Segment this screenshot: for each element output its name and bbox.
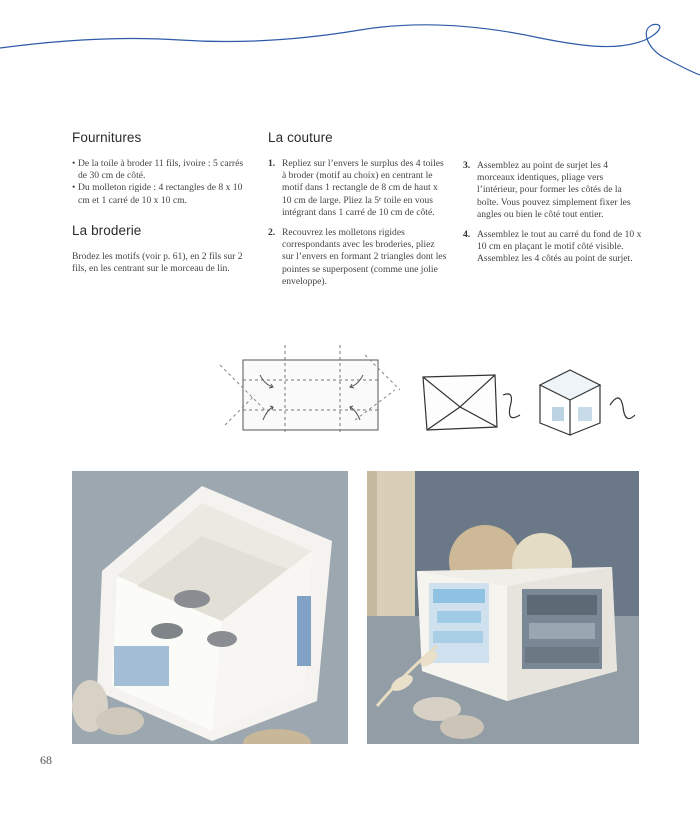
embroidery-text: Brodez les motifs (voir p. 61), en 2 fils sur 2 fils, en les centrant sur le morceau de lin. — [72, 250, 243, 275]
sewing-steps-3-4 — [463, 160, 643, 266]
page-number: 68 — [40, 753, 52, 767]
supplies-list — [72, 158, 252, 207]
step-number: 2. — [268, 227, 276, 239]
sewing-heading: La couture — [268, 130, 333, 145]
decorative-wave-line — [0, 0, 700, 90]
fold-diagram — [220, 345, 400, 435]
sewing-steps-1-2 — [268, 158, 448, 288]
supplies-item: • De la toile à broder 11 fils, ivoire : 5 carrés de 30 cm de côté. — [72, 158, 252, 182]
sewing-column — [268, 130, 448, 296]
step-text: Recouvrez les molletons rigides correspondants avec les broderies, pliez sur l’envers en formant 2 triangles dont les pointes se superposent (comme une jolie enveloppe). — [282, 227, 447, 287]
envelope-diagram — [423, 375, 520, 430]
box-top-view-photo — [72, 471, 348, 744]
supplies-item: • Du molleton rigide : 4 rectangles de 8 x 10 cm et 1 carré de 10 x 10 cm. — [72, 182, 252, 206]
supplies-column — [72, 130, 252, 275]
step-text: Repliez sur l’envers le surplus des 4 toiles à broder (motif au choix) en centrant le motif dans 1 rectangle de 8 cm de haut x 10 cm de large. Pliez la 5ᵉ toile en vous intégrant dans 1 carré de 10 cm de côté. — [282, 158, 444, 218]
box-with-twine-photo — [367, 471, 639, 744]
sewing-step — [463, 160, 643, 221]
sewing-column-continued — [463, 130, 643, 274]
step-number: 3. — [463, 160, 471, 171]
step-text: Assemblez le tout au carré du fond de 10 x 10 cm en plaçant le motif côté visible. Assemblez les 4 côtés au point de surjet. — [477, 229, 642, 265]
sewing-step — [268, 227, 448, 288]
sewing-step — [463, 229, 643, 266]
step-text: Assemblez au point de surjet les 4 morceaux identiques, pliage vers l’intérieur, pour former les côtés de la boîte. Vous pouvez simplement fixer les angles ou bien le côté tout entier. — [477, 160, 631, 220]
assembly-illustrations — [215, 335, 645, 440]
sewing-step — [268, 158, 448, 219]
supplies-heading: Fournitures — [72, 130, 142, 145]
step-number: 4. — [463, 229, 471, 241]
step-number: 1. — [268, 158, 276, 169]
embroidery-heading: La broderie — [72, 222, 142, 238]
box-diagram — [540, 370, 635, 435]
